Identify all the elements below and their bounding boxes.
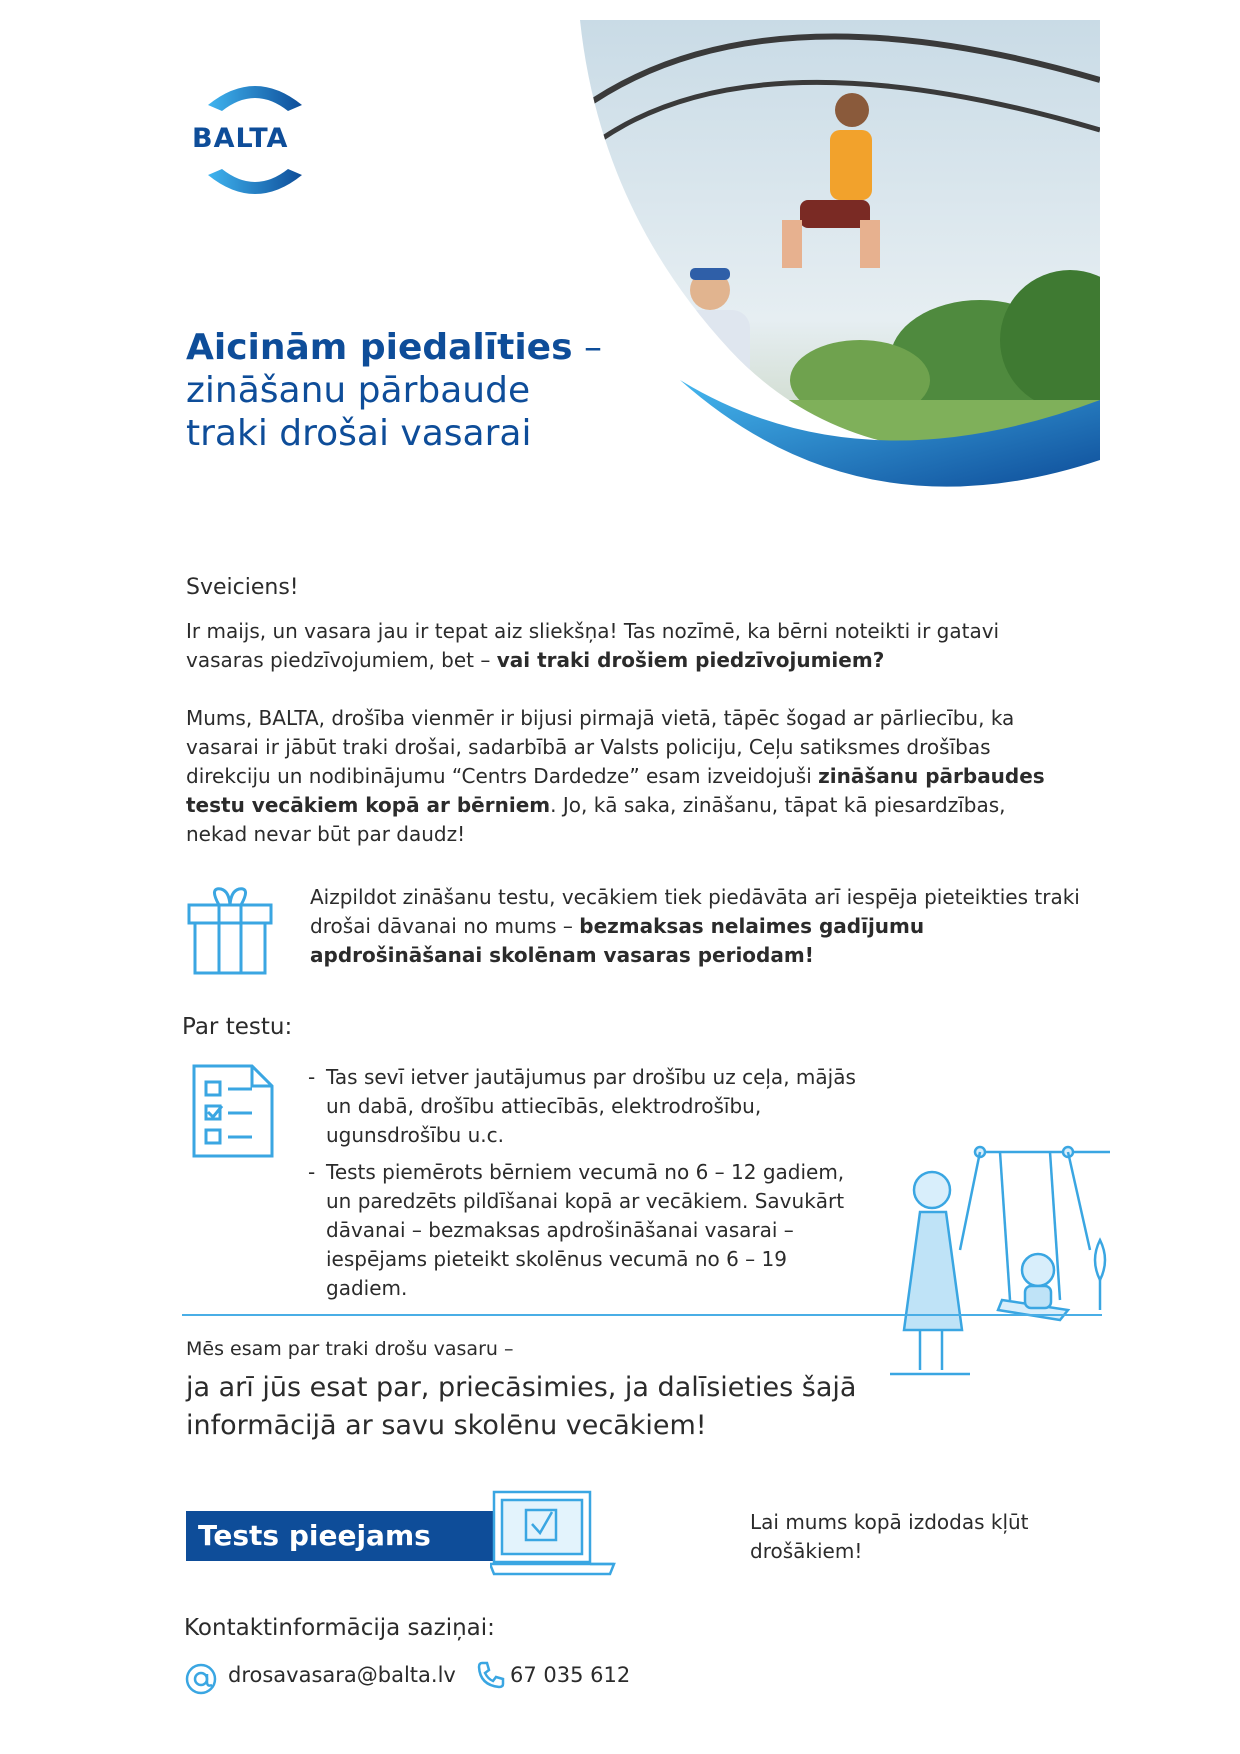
about-heading: Par testu: (182, 1014, 293, 1040)
email-at-icon (184, 1662, 218, 1696)
gift-bold: bezmaksas nelaimes gadījumu apdrošināšanai skolēnam vasaras periodam! (310, 914, 925, 967)
greeting: Sveiciens! (186, 575, 299, 600)
intro-paragraph (186, 617, 1066, 675)
checklist-icon (190, 1062, 276, 1160)
phone-link[interactable]: 67 035 612 (510, 1663, 631, 1687)
test-link-button[interactable]: Tests pieejams ŠEIT (186, 1511, 494, 1561)
about-list (308, 1063, 868, 1311)
closing-intro: Mēs esam par traki drošu vasaru – (186, 1338, 514, 1360)
title-line2: zināšanu pārbaude (186, 370, 531, 411)
partnership-text-2: . Jo, kā saka, zināšanu, tāpat kā piesardzības, nekad nevar būt par daudz! (186, 793, 1006, 846)
gift-icon (185, 883, 275, 975)
email-link[interactable]: drosavasara@balta.lv (228, 1663, 456, 1687)
closing-message: ja arī jūs esat par, priecāsimies, ja dalīsieties šajā informācijā ar savu skolēnu vecākiem! (186, 1372, 857, 1441)
phone-icon (476, 1660, 506, 1690)
list-item: - Tas sevī ietver jautājumus par drošību uz ceļa, mājās un dabā, drošību attiecībās, elektrodrošību, ugunsdrošību u.c. (308, 1063, 868, 1150)
title-line3: traki drošai vasarai (186, 413, 532, 454)
contact-heading: Kontaktinformācija saziņai: (184, 1615, 495, 1641)
intro-bold: vai traki drošiem piedzīvojumiem? (496, 648, 885, 672)
section-divider (182, 1314, 1102, 1316)
partnership-paragraph (186, 704, 1066, 849)
title-dash: – (572, 327, 602, 368)
title-bold: Aicinām piedalīties (186, 327, 573, 368)
gift-paragraph (310, 883, 1090, 970)
list-item: - Tests piemērots bērniem vecumā no 6 – 12 gadiem, un paredzēts pildīšanai kopā ar vecākiem. Savukārt dāvanai – bezmaksas apdrošināšanai vasarai – iespējams pieteikt skolēnus vecumā no 6 – 19 gadiem. (308, 1158, 868, 1303)
logo-wordmark: BALTA (192, 123, 289, 154)
page-title (186, 326, 606, 455)
family-swing-illustration (890, 1130, 1110, 1390)
partnership-text-1: Mums, BALTA, drošība vienmēr ir bijusi pirmajā vietā, tāpēc šogad ar pārliecību, ka vasarai ir jābūt traki drošai, sadarbībā ar Valsts policiju, Ceļu satiksmes drošības direkciju un nodibinājumu “Centrs Dardedze” esam izveidojuši (186, 706, 1015, 788)
hero-image (560, 20, 1120, 520)
balta-logo (180, 75, 330, 205)
tagline: Lai mums kopā izdodas kļūt drošākiem! (750, 1510, 1029, 1563)
laptop-check-icon (490, 1488, 620, 1583)
intro-text: Ir maijs, un vasara jau ir tepat aiz sliekšņa! Tas nozīmē, ka bērni noteikti ir gatavi vasaras piedzīvojumiem, bet – (186, 619, 1000, 672)
gift-text: Aizpildot zināšanu testu, vecākiem tiek piedāvāta arī iespēja pieteikties traki drošai dāvanai no mums – (310, 885, 1080, 938)
partnership-bold: zināšanu pārbaudes testu vecākiem kopā ar bērniem (186, 764, 1045, 817)
